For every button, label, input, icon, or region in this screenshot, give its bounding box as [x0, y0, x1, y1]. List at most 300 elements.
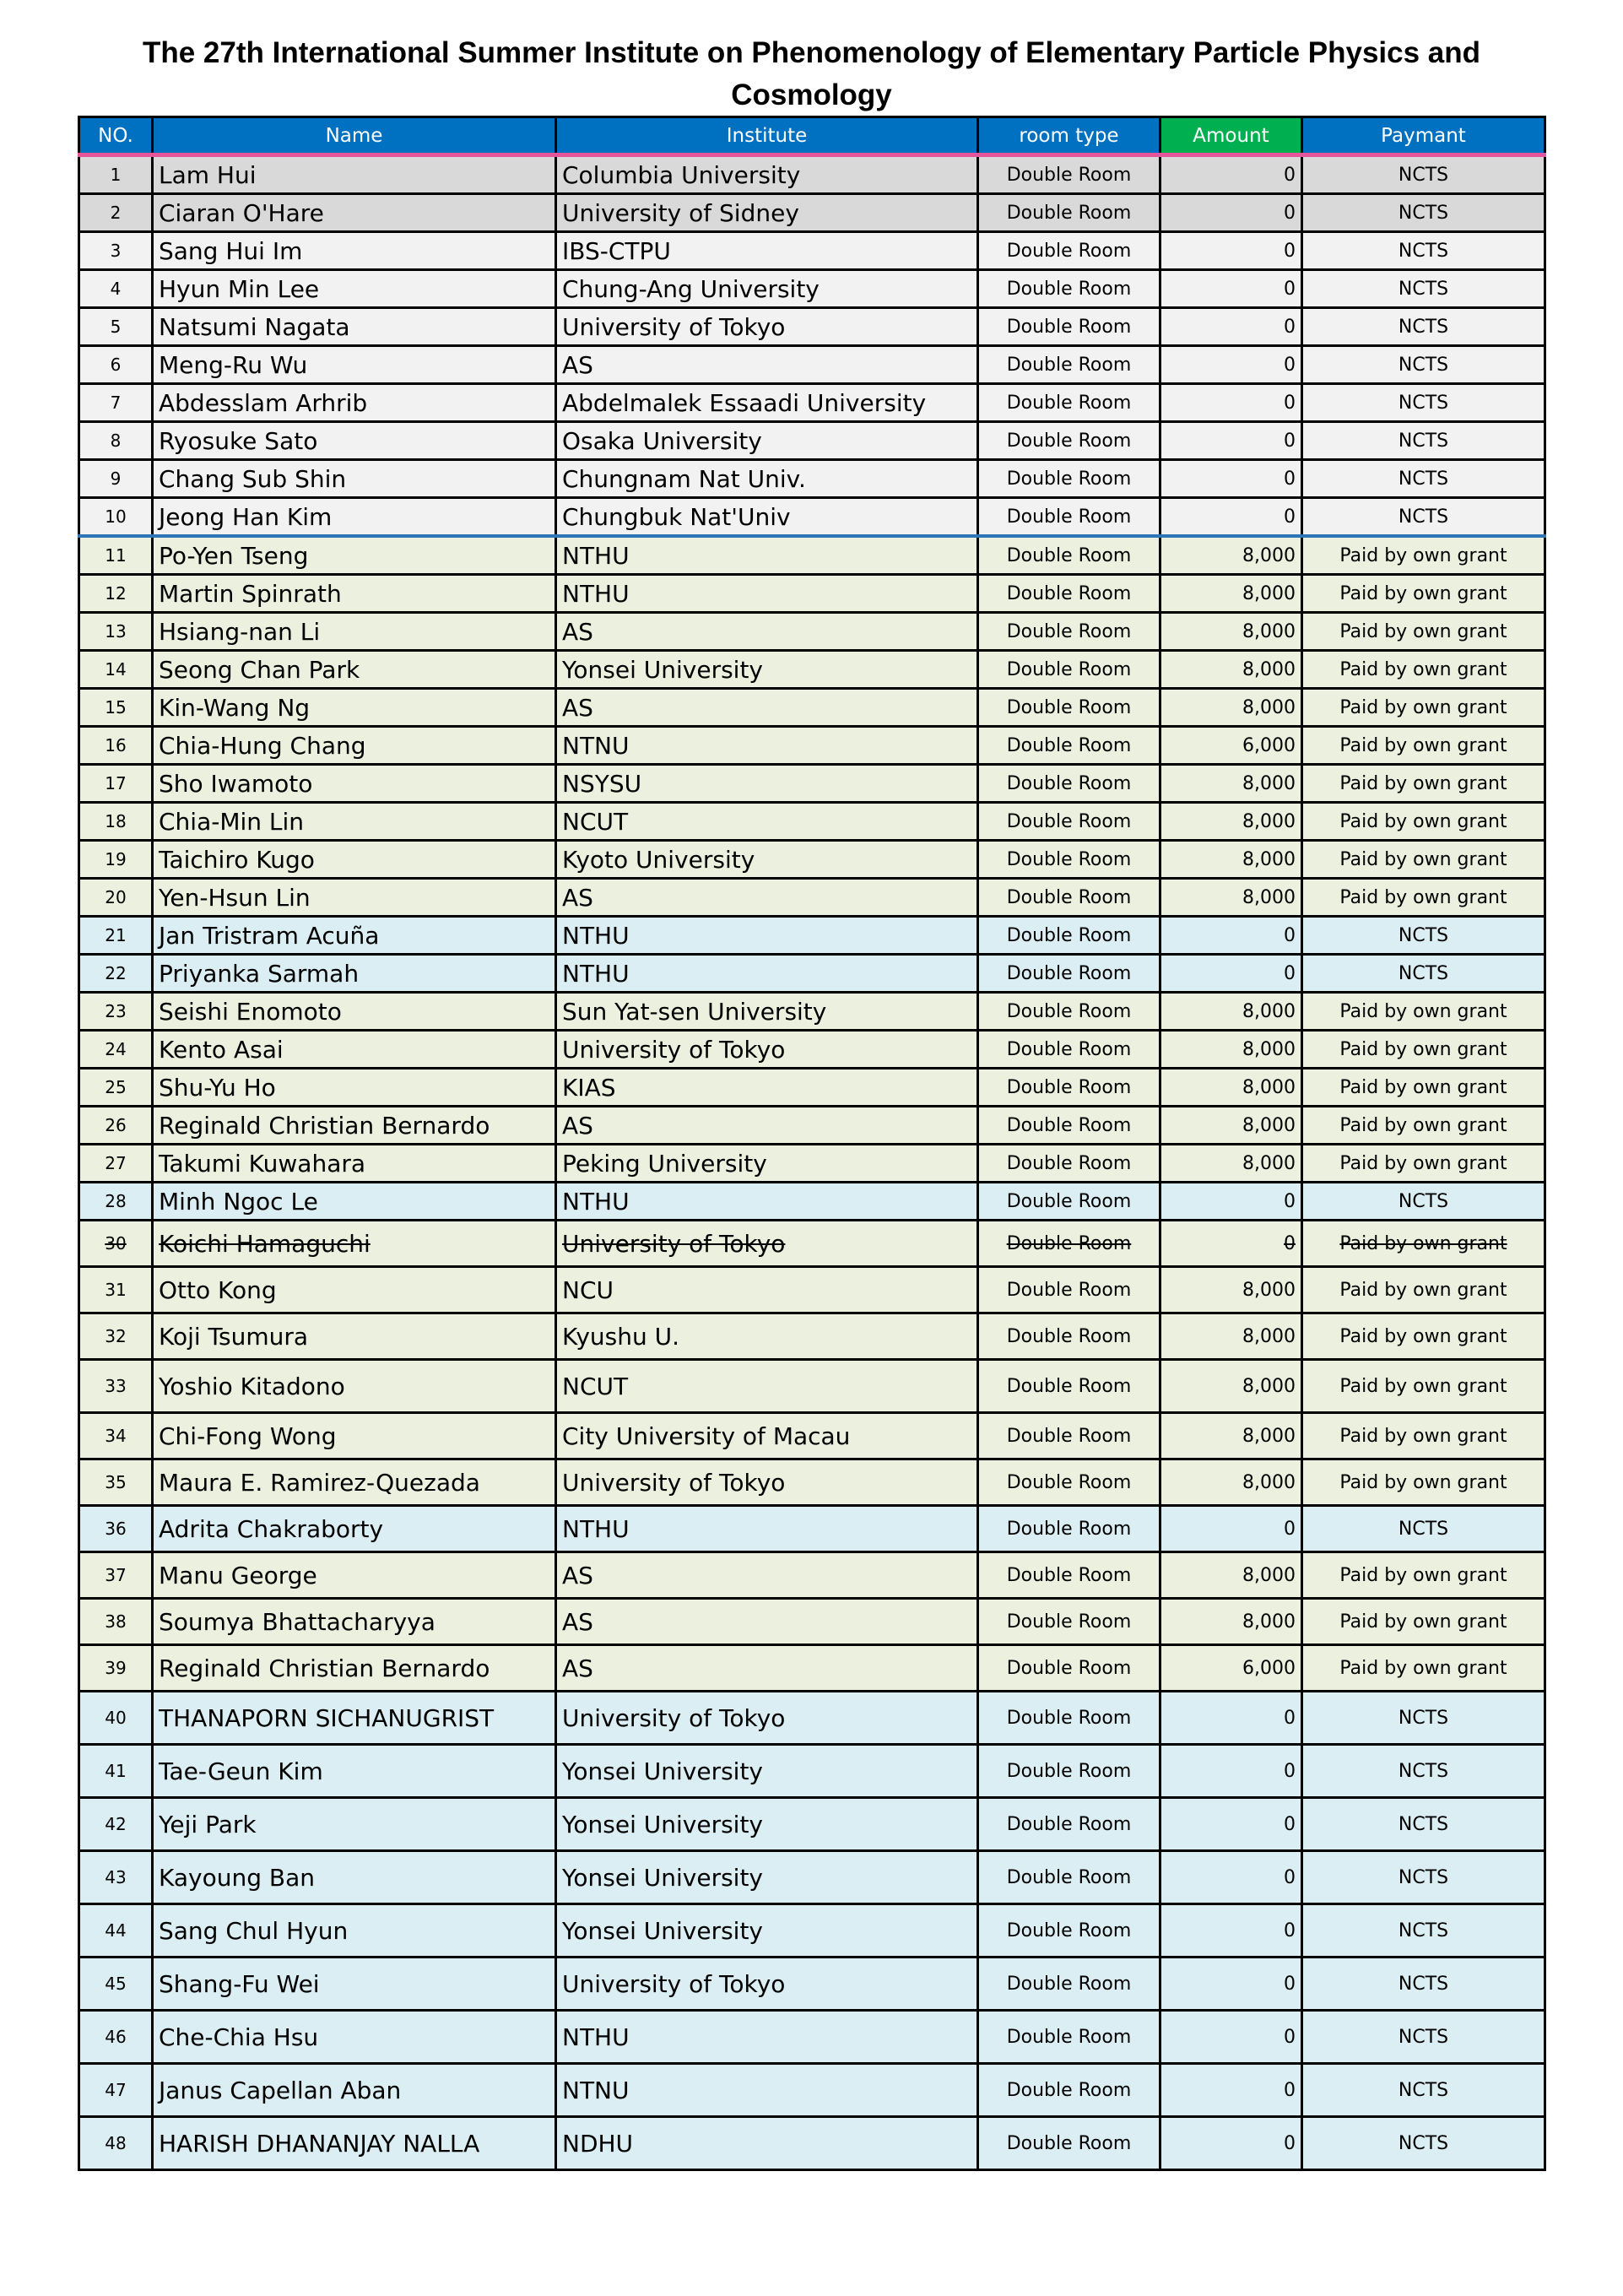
row-number: 43: [79, 1851, 153, 1904]
participant-name: Sho Iwamoto: [153, 765, 556, 803]
payment-method: Paid by own grant: [1302, 1069, 1545, 1107]
participant-name: Shu-Yu Ho: [153, 1069, 556, 1107]
row-number: 38: [79, 1599, 153, 1645]
participant-institute: Sun Yat-sen University: [556, 993, 978, 1031]
participant-institute: NTHU: [556, 1506, 978, 1552]
payment-method: Paid by own grant: [1302, 803, 1545, 841]
participant-institute: AS: [556, 1599, 978, 1645]
amount-value: 8,000: [1160, 689, 1302, 727]
participant-institute: KIAS: [556, 1069, 978, 1107]
amount-value: 6,000: [1160, 1645, 1302, 1692]
amount-value: 0: [1160, 1904, 1302, 1958]
table-row: [79, 1645, 1545, 1692]
payment-method: NCTS: [1302, 1692, 1545, 1745]
table-row: [79, 1183, 1545, 1221]
page-title: The 27th International Summer Institute on Phenomenology of Elementary Particle Physics and Cosmology: [142, 36, 1481, 111]
participant-name: Tae-Geun Kim: [153, 1745, 556, 1798]
room-type: Double Room: [978, 1267, 1160, 1313]
amount-value: 8,000: [1160, 1360, 1302, 1413]
table-row: [79, 460, 1545, 498]
table-row: [79, 1798, 1545, 1851]
participant-institute: AS: [556, 1552, 978, 1599]
table-row: [79, 422, 1545, 460]
table-row: [79, 2064, 1545, 2117]
participant-institute: Chungbuk Nat'Univ: [556, 498, 978, 537]
amount-value: 0: [1160, 1958, 1302, 2011]
table-row: [79, 993, 1545, 1031]
participant-name: Otto Kong: [153, 1267, 556, 1313]
participant-institute: University of Tokyo: [556, 1031, 978, 1069]
room-type: Double Room: [978, 384, 1160, 422]
amount-value: 8,000: [1160, 613, 1302, 651]
payment-method: Paid by own grant: [1302, 1107, 1545, 1145]
payment-method: Paid by own grant: [1302, 1221, 1545, 1267]
row-number: 27: [79, 1145, 153, 1183]
payment-method: NCTS: [1302, 2117, 1545, 2170]
row-number: 34: [79, 1413, 153, 1459]
amount-value: 0: [1160, 917, 1302, 955]
table-row: [79, 232, 1545, 270]
payment-method: Paid by own grant: [1302, 689, 1545, 727]
participant-institute: University of Tokyo: [556, 1221, 978, 1267]
payment-method: NCTS: [1302, 422, 1545, 460]
header-payment: Paymant: [1302, 117, 1545, 155]
room-type: Double Room: [978, 422, 1160, 460]
row-number: 15: [79, 689, 153, 727]
payment-method: Paid by own grant: [1302, 841, 1545, 879]
amount-value: 0: [1160, 2117, 1302, 2170]
amount-value: 0: [1160, 422, 1302, 460]
row-number: 24: [79, 1031, 153, 1069]
room-type: Double Room: [978, 460, 1160, 498]
table-row: [79, 308, 1545, 346]
table-row: [79, 536, 1545, 575]
participant-name: Koichi Hamaguchi: [153, 1221, 556, 1267]
payment-method: Paid by own grant: [1302, 575, 1545, 613]
participant-name: Chia-Min Lin: [153, 803, 556, 841]
amount-value: 8,000: [1160, 841, 1302, 879]
row-number: 13: [79, 613, 153, 651]
header-amount: Amount: [1160, 117, 1302, 155]
participant-name: Koji Tsumura: [153, 1313, 556, 1360]
participant-name: Shang-Fu Wei: [153, 1958, 556, 2011]
participant-name: Sang Chul Hyun: [153, 1904, 556, 1958]
amount-value: 0: [1160, 1798, 1302, 1851]
table-row: [79, 613, 1545, 651]
room-type: Double Room: [978, 765, 1160, 803]
row-number: 33: [79, 1360, 153, 1413]
amount-value: 0: [1160, 1183, 1302, 1221]
payment-method: NCTS: [1302, 1745, 1545, 1798]
row-number: 36: [79, 1506, 153, 1552]
payment-method: NCTS: [1302, 1904, 1545, 1958]
participant-institute: Abdelmalek Essaadi University: [556, 384, 978, 422]
table-row: [79, 1958, 1545, 2011]
participant-institute: Osaka University: [556, 422, 978, 460]
amount-value: 8,000: [1160, 651, 1302, 689]
amount-value: 0: [1160, 955, 1302, 993]
payment-method: Paid by own grant: [1302, 1599, 1545, 1645]
room-type: Double Room: [978, 194, 1160, 232]
room-type: Double Room: [978, 1692, 1160, 1745]
participant-institute: NCUT: [556, 1360, 978, 1413]
payment-method: Paid by own grant: [1302, 1031, 1545, 1069]
table-row: [79, 1413, 1545, 1459]
amount-value: 0: [1160, 1692, 1302, 1745]
participant-institute: Yonsei University: [556, 651, 978, 689]
row-number: 21: [79, 917, 153, 955]
amount-value: 8,000: [1160, 575, 1302, 613]
amount-value: 8,000: [1160, 803, 1302, 841]
table-body: [79, 155, 1545, 2170]
row-number: 2: [79, 194, 153, 232]
participant-institute: City University of Macau: [556, 1413, 978, 1459]
participant-name: Hyun Min Lee: [153, 270, 556, 308]
payment-method: Paid by own grant: [1302, 536, 1545, 575]
participant-name: Reginald Christian Bernardo: [153, 1645, 556, 1692]
table-header-row: [79, 117, 1545, 155]
row-number: 14: [79, 651, 153, 689]
row-number: 5: [79, 308, 153, 346]
participant-name: Kento Asai: [153, 1031, 556, 1069]
row-number: 40: [79, 1692, 153, 1745]
participant-name: Jan Tristram Acuña: [153, 917, 556, 955]
participant-institute: IBS-CTPU: [556, 232, 978, 270]
table-row: [79, 1267, 1545, 1313]
payment-method: NCTS: [1302, 346, 1545, 384]
participant-institute: Yonsei University: [556, 1851, 978, 1904]
participant-name: Chang Sub Shin: [153, 460, 556, 498]
room-type: Double Room: [978, 1459, 1160, 1506]
participant-institute: NTHU: [556, 536, 978, 575]
amount-value: 8,000: [1160, 1145, 1302, 1183]
amount-value: 8,000: [1160, 993, 1302, 1031]
row-number: 23: [79, 993, 153, 1031]
room-type: Double Room: [978, 879, 1160, 917]
participant-institute: Columbia University: [556, 155, 978, 194]
participant-institute: Chung-Ang University: [556, 270, 978, 308]
table-row: [79, 1031, 1545, 1069]
row-number: 31: [79, 1267, 153, 1313]
participant-institute: NTHU: [556, 917, 978, 955]
participant-name: Seong Chan Park: [153, 651, 556, 689]
table-row: [79, 917, 1545, 955]
room-type: Double Room: [978, 536, 1160, 575]
payment-method: Paid by own grant: [1302, 1145, 1545, 1183]
room-type: Double Room: [978, 1360, 1160, 1413]
amount-value: 0: [1160, 232, 1302, 270]
table-row: [79, 575, 1545, 613]
amount-value: 0: [1160, 1745, 1302, 1798]
room-type: Double Room: [978, 1031, 1160, 1069]
table-row: [79, 651, 1545, 689]
participant-name: Kayoung Ban: [153, 1851, 556, 1904]
payment-method: Paid by own grant: [1302, 727, 1545, 765]
room-type: Double Room: [978, 613, 1160, 651]
participant-institute: AS: [556, 1645, 978, 1692]
participant-name: Janus Capellan Aban: [153, 2064, 556, 2117]
table-row: [79, 1145, 1545, 1183]
table-row: [79, 955, 1545, 993]
amount-value: 8,000: [1160, 879, 1302, 917]
room-type: Double Room: [978, 841, 1160, 879]
amount-value: 8,000: [1160, 1459, 1302, 1506]
room-type: Double Room: [978, 1599, 1160, 1645]
payment-method: NCTS: [1302, 232, 1545, 270]
row-number: 25: [79, 1069, 153, 1107]
amount-value: 0: [1160, 498, 1302, 537]
row-number: 16: [79, 727, 153, 765]
table-row: [79, 498, 1545, 537]
row-number: 48: [79, 2117, 153, 2170]
table-row: [79, 1459, 1545, 1506]
payment-method: Paid by own grant: [1302, 1360, 1545, 1413]
payment-method: Paid by own grant: [1302, 1552, 1545, 1599]
participant-institute: University of Tokyo: [556, 1459, 978, 1506]
amount-value: 8,000: [1160, 1313, 1302, 1360]
payment-method: NCTS: [1302, 384, 1545, 422]
participant-name: Taichiro Kugo: [153, 841, 556, 879]
room-type: Double Room: [978, 1069, 1160, 1107]
table-row: [79, 689, 1545, 727]
participant-institute: AS: [556, 1107, 978, 1145]
participant-institute: University of Tokyo: [556, 1958, 978, 2011]
participant-name: Meng-Ru Wu: [153, 346, 556, 384]
room-type: Double Room: [978, 917, 1160, 955]
table-row: [79, 194, 1545, 232]
payment-method: NCTS: [1302, 2064, 1545, 2117]
row-number: 17: [79, 765, 153, 803]
payment-method: NCTS: [1302, 955, 1545, 993]
room-type: Double Room: [978, 1645, 1160, 1692]
table-row: [79, 1599, 1545, 1645]
room-type: Double Room: [978, 727, 1160, 765]
participant-institute: NTHU: [556, 575, 978, 613]
row-number: 42: [79, 1798, 153, 1851]
table-row: [79, 1360, 1545, 1413]
row-number: 4: [79, 270, 153, 308]
header-institute: Institute: [556, 117, 978, 155]
table-row: [79, 803, 1545, 841]
payment-method: NCTS: [1302, 917, 1545, 955]
table-row: [79, 1069, 1545, 1107]
room-type: Double Room: [978, 575, 1160, 613]
row-number: 6: [79, 346, 153, 384]
table-row: [79, 346, 1545, 384]
table-row: [79, 2117, 1545, 2170]
participant-institute: AS: [556, 346, 978, 384]
participant-institute: University of Tokyo: [556, 308, 978, 346]
payment-method: NCTS: [1302, 460, 1545, 498]
row-number: 18: [79, 803, 153, 841]
participant-name: Ciaran O'Hare: [153, 194, 556, 232]
row-number: 12: [79, 575, 153, 613]
participant-institute: NTHU: [556, 955, 978, 993]
amount-value: 8,000: [1160, 1107, 1302, 1145]
participant-institute: AS: [556, 879, 978, 917]
payment-method: Paid by own grant: [1302, 1413, 1545, 1459]
room-type: Double Room: [978, 2064, 1160, 2117]
amount-value: 0: [1160, 194, 1302, 232]
amount-value: 8,000: [1160, 765, 1302, 803]
participant-institute: NTHU: [556, 1183, 978, 1221]
row-number: 10: [79, 498, 153, 537]
amount-value: 0: [1160, 1506, 1302, 1552]
participant-institute: University of Sidney: [556, 194, 978, 232]
participant-name: Lam Hui: [153, 155, 556, 194]
participant-name: Takumi Kuwahara: [153, 1145, 556, 1183]
payment-method: NCTS: [1302, 1798, 1545, 1851]
amount-value: 0: [1160, 308, 1302, 346]
participant-name: Yeji Park: [153, 1798, 556, 1851]
amount-value: 0: [1160, 460, 1302, 498]
row-number: 45: [79, 1958, 153, 2011]
table-row: [79, 879, 1545, 917]
room-type: Double Room: [978, 1313, 1160, 1360]
participant-institute: NTNU: [556, 727, 978, 765]
room-type: Double Room: [978, 803, 1160, 841]
participant-institute: Kyushu U.: [556, 1313, 978, 1360]
payment-method: NCTS: [1302, 1506, 1545, 1552]
row-number: 35: [79, 1459, 153, 1506]
room-type: Double Room: [978, 155, 1160, 194]
payment-method: NCTS: [1302, 1183, 1545, 1221]
amount-value: 0: [1160, 1851, 1302, 1904]
participant-institute: Yonsei University: [556, 1904, 978, 1958]
room-type: Double Room: [978, 651, 1160, 689]
row-number: 37: [79, 1552, 153, 1599]
payment-method: Paid by own grant: [1302, 1459, 1545, 1506]
amount-value: 8,000: [1160, 1599, 1302, 1645]
payment-method: Paid by own grant: [1302, 765, 1545, 803]
participant-institute: AS: [556, 689, 978, 727]
participant-name: Yen-Hsun Lin: [153, 879, 556, 917]
participant-name: Seishi Enomoto: [153, 993, 556, 1031]
table-row: [79, 1692, 1545, 1745]
row-number: 47: [79, 2064, 153, 2117]
row-number: 20: [79, 879, 153, 917]
table-row: [79, 384, 1545, 422]
payment-method: NCTS: [1302, 2011, 1545, 2064]
payment-method: Paid by own grant: [1302, 879, 1545, 917]
payment-method: NCTS: [1302, 1958, 1545, 2011]
room-type: Double Room: [978, 1958, 1160, 2011]
payment-method: NCTS: [1302, 1851, 1545, 1904]
table-row: [79, 765, 1545, 803]
payment-method: Paid by own grant: [1302, 1645, 1545, 1692]
room-type: Double Room: [978, 1506, 1160, 1552]
amount-value: 8,000: [1160, 1413, 1302, 1459]
room-type: Double Room: [978, 993, 1160, 1031]
room-type: Double Room: [978, 270, 1160, 308]
table-row: [79, 1107, 1545, 1145]
room-type: Double Room: [978, 1904, 1160, 1958]
room-type: Double Room: [978, 1798, 1160, 1851]
participant-name: Chi-Fong Wong: [153, 1413, 556, 1459]
room-type: Double Room: [978, 1851, 1160, 1904]
participant-institute: Peking University: [556, 1145, 978, 1183]
participant-institute: NCU: [556, 1267, 978, 1313]
amount-value: 8,000: [1160, 1031, 1302, 1069]
participant-institute: University of Tokyo: [556, 1692, 978, 1745]
participant-institute: NTHU: [556, 2011, 978, 2064]
participant-name: Yoshio Kitadono: [153, 1360, 556, 1413]
table-row: [79, 1851, 1545, 1904]
participant-name: HARISH DHANANJAY NALLA: [153, 2117, 556, 2170]
row-number: 32: [79, 1313, 153, 1360]
row-number: 30: [79, 1221, 153, 1267]
amount-value: 0: [1160, 346, 1302, 384]
row-number: 3: [79, 232, 153, 270]
table-row: [79, 270, 1545, 308]
payment-method: Paid by own grant: [1302, 993, 1545, 1031]
header-no: NO.: [79, 117, 153, 155]
row-number: 44: [79, 1904, 153, 1958]
participant-name: Kin-Wang Ng: [153, 689, 556, 727]
table-row: [79, 1552, 1545, 1599]
participant-name: Sang Hui Im: [153, 232, 556, 270]
row-number: 39: [79, 1645, 153, 1692]
room-type: Double Room: [978, 1552, 1160, 1599]
participant-institute: AS: [556, 613, 978, 651]
payment-method: Paid by own grant: [1302, 651, 1545, 689]
amount-value: 0: [1160, 2064, 1302, 2117]
room-type: Double Room: [978, 308, 1160, 346]
room-type: Double Room: [978, 1107, 1160, 1145]
participant-name: Chia-Hung Chang: [153, 727, 556, 765]
participants-table: [78, 116, 1546, 2171]
participant-name: THANAPORN SICHANUGRIST: [153, 1692, 556, 1745]
participant-institute: NCUT: [556, 803, 978, 841]
participant-name: Che-Chia Hsu: [153, 2011, 556, 2064]
participant-institute: Yonsei University: [556, 1745, 978, 1798]
row-number: 7: [79, 384, 153, 422]
amount-value: 8,000: [1160, 536, 1302, 575]
room-type: Double Room: [978, 1145, 1160, 1183]
payment-method: NCTS: [1302, 194, 1545, 232]
row-number: 46: [79, 2011, 153, 2064]
participant-name: Soumya Bhattacharyya: [153, 1599, 556, 1645]
room-type: Double Room: [978, 1413, 1160, 1459]
participant-name: Natsumi Nagata: [153, 308, 556, 346]
payment-method: NCTS: [1302, 498, 1545, 537]
participant-institute: Chungnam Nat Univ.: [556, 460, 978, 498]
row-number: 26: [79, 1107, 153, 1145]
room-type: Double Room: [978, 1221, 1160, 1267]
participant-name: Abdesslam Arhrib: [153, 384, 556, 422]
participant-institute: NTNU: [556, 2064, 978, 2117]
amount-value: 8,000: [1160, 1069, 1302, 1107]
participant-institute: NDHU: [556, 2117, 978, 2170]
table-row: [79, 1506, 1545, 1552]
room-type: Double Room: [978, 232, 1160, 270]
participant-name: Martin Spinrath: [153, 575, 556, 613]
header-room-type: room type: [978, 117, 1160, 155]
table-row: [79, 1904, 1545, 1958]
participant-name: Priyanka Sarmah: [153, 955, 556, 993]
row-number: 11: [79, 536, 153, 575]
table-row: [79, 2011, 1545, 2064]
payment-method: Paid by own grant: [1302, 613, 1545, 651]
table-row: [79, 155, 1545, 194]
amount-value: 0: [1160, 1221, 1302, 1267]
participant-name: Minh Ngoc Le: [153, 1183, 556, 1221]
row-number: 19: [79, 841, 153, 879]
amount-value: 0: [1160, 270, 1302, 308]
participant-name: Jeong Han Kim: [153, 498, 556, 537]
participant-name: Ryosuke Sato: [153, 422, 556, 460]
row-number: 1: [79, 155, 153, 194]
